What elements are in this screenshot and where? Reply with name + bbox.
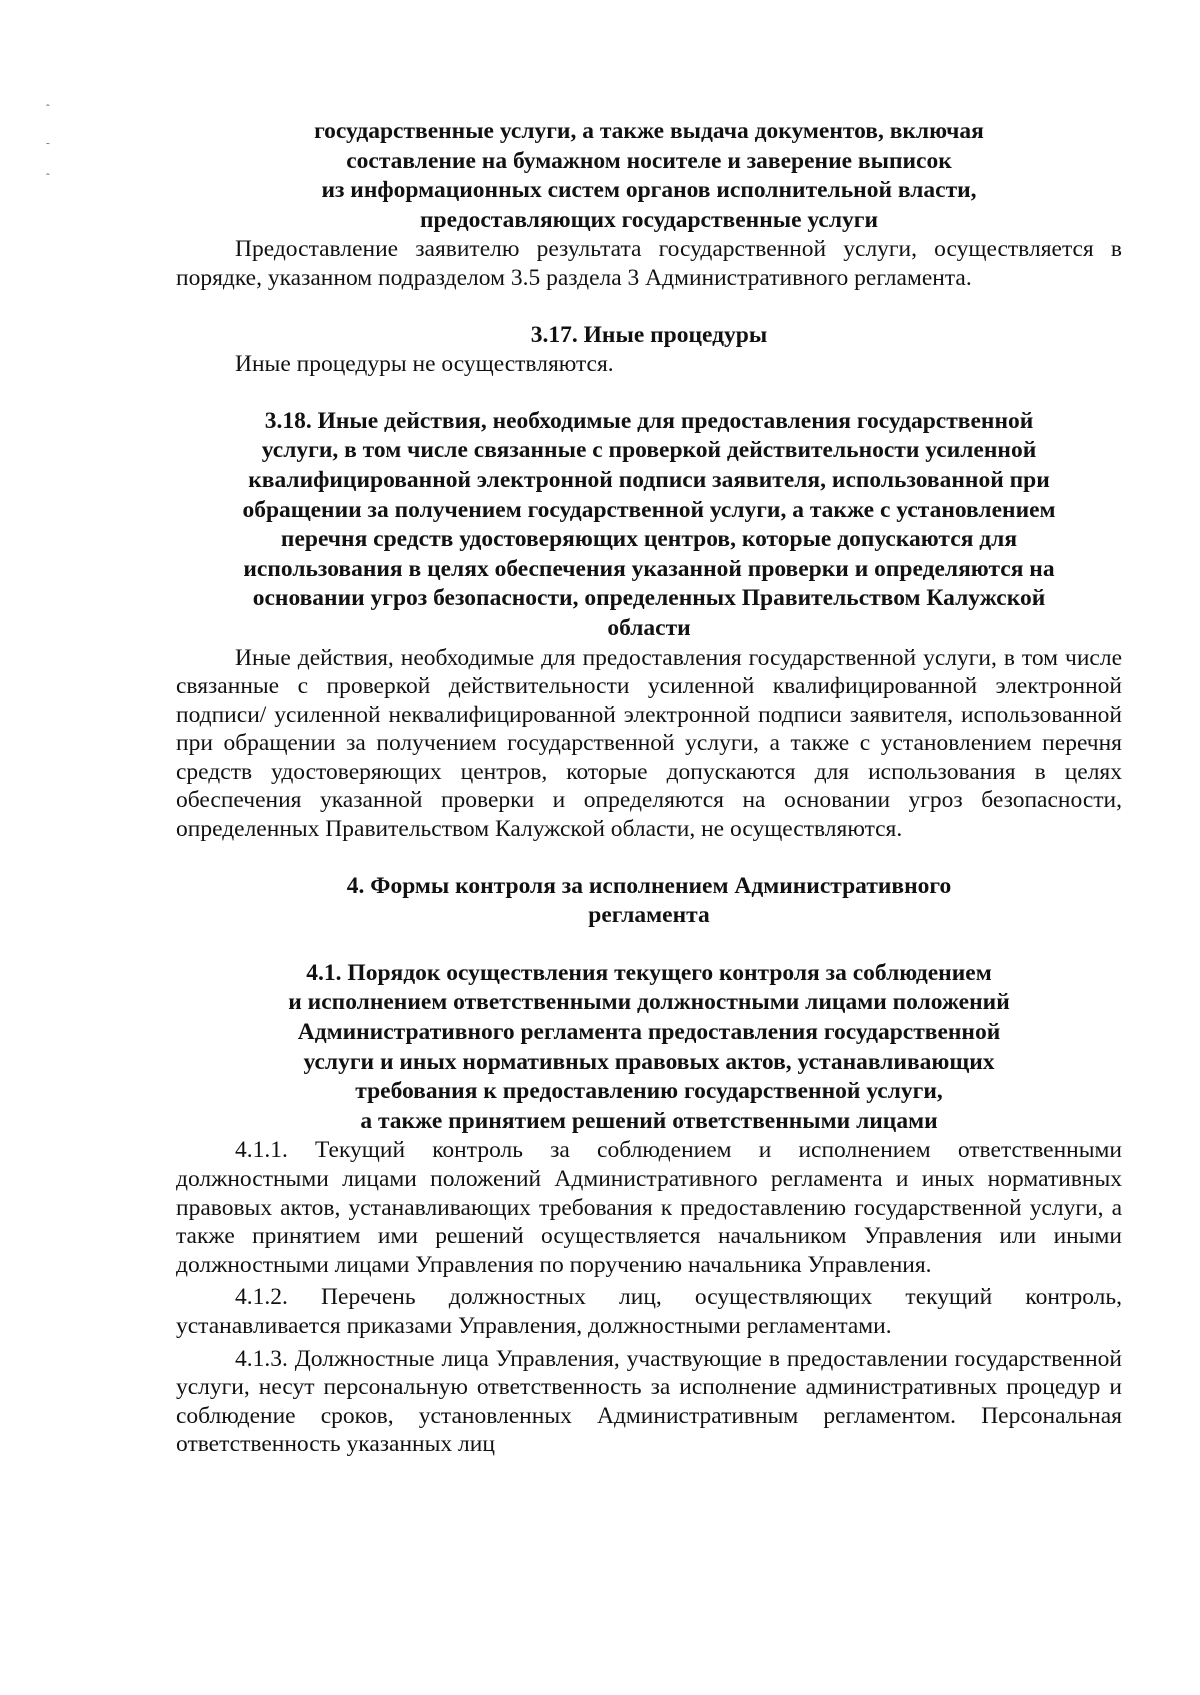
heading-line: основании угроз безопасности, определенных Правительством Калужской (252, 585, 1046, 612)
section-heading-3-18 (176, 407, 1122, 644)
heading-line: государственные услуги, а также выдача документов, включая (314, 118, 984, 144)
paragraph-3-18: Иные действия, необходимые для предоставления государственной услуги, в том числе связанные с проверкой действительности усиленной квалифицированной электронной подписи/ усиленной неквалифицированной электронной подписи заявителя, использованной при обращении за получением государственной услуги, а также с установлением перечня средств удостоверяющих центров, которые допускаются для использования в целях обеспечения указанной проверки и определяются на основании угроз безопасности, определенных Правительством Калужской области, не осуществляются. (176, 644, 1122, 843)
heading-line: и исполнением ответственными должностными лицами положений (288, 989, 1010, 1016)
heading-line: предоставляющих государственные услуги (420, 206, 878, 233)
heading-line: обращении за получением государственной услуги, а также с установлением (242, 496, 1056, 523)
section-heading-4-1 (176, 959, 1122, 1137)
heading-line: требования к предоставлению государственной услуги, (355, 1078, 943, 1105)
heading-line: услуги, в том числе связанные с проверкой действительности усиленной (261, 437, 1037, 464)
paragraph-4-1-3: 4.1.3. Должностные лица Управления, участвующие в предоставлении государственной услуги, несут персональную ответственность за исполнение административных процедур и соблюдение сроков, установленных Административным регламентом. Персональная ответственность указанных лиц (176, 1345, 1122, 1458)
heading-line: услуги и иных нормативных правовых актов, устанавливающих (303, 1048, 995, 1075)
heading-line: области (607, 614, 691, 641)
paragraph-4-1-1: 4.1.1. Текущий контроль за соблюдением и исполнением ответственными должностными лицами положений Административного регламента и иных нормативных правовых актов, устанавливающих требования к предоставлению государственной услуги, а также принятием ими решений осуществляется начальником Управления или иными должностными лицами Управления по поручению начальника Управления. (176, 1137, 1122, 1278)
heading-line: Административного регламента предоставления государственной (297, 1019, 1001, 1046)
section-heading-4 (176, 872, 1122, 931)
scan-mark-3: ˆ (46, 172, 50, 184)
heading-line: а также принятием решений ответственными лицами (360, 1107, 938, 1134)
heading-line: 4. Формы контроля за исполнением Административного (346, 872, 952, 899)
scan-mark-1: ˆ (46, 103, 50, 115)
paragraph-result-issuance: Предоставление заявителю результата государственной услуги, осуществляется в порядке, указанном подразделом 3.5 раздела 3 Административного регламента. (176, 236, 1122, 291)
heading-line: перечня средств удостоверяющих центров, которые допускаются для (280, 526, 1018, 553)
document-page (176, 117, 1122, 1459)
paragraph-4-1-2: 4.1.2. Перечень должностных лиц, осуществляющих текущий контроль, устанавливается приказами Управления, должностными регламентами. (176, 1284, 1122, 1339)
heading-line: составление на бумажном носителе и заверение выписок (346, 147, 952, 174)
scan-mark-2: ˜ (46, 141, 50, 153)
heading-line: использования в целях обеспечения указанной проверки и определяются на (243, 555, 1055, 582)
heading-line: 4.1. Порядок осуществления текущего контроля за соблюдением (306, 959, 992, 986)
paragraph-3-17: Иные процедуры не осуществляются. (235, 351, 614, 378)
heading-line: квалифицированной электронной подписи заявителя, использованной при (248, 466, 1050, 493)
section-heading-3-17: 3.17. Иные процедуры (530, 321, 768, 348)
heading-line: 3.18. Иные действия, необходимые для предоставления государственной (264, 407, 1034, 434)
heading-line: из информационных систем органов исполнительной власти, (321, 177, 977, 204)
section-heading-result-issuance (176, 117, 1122, 235)
heading-line: регламента (588, 902, 710, 929)
